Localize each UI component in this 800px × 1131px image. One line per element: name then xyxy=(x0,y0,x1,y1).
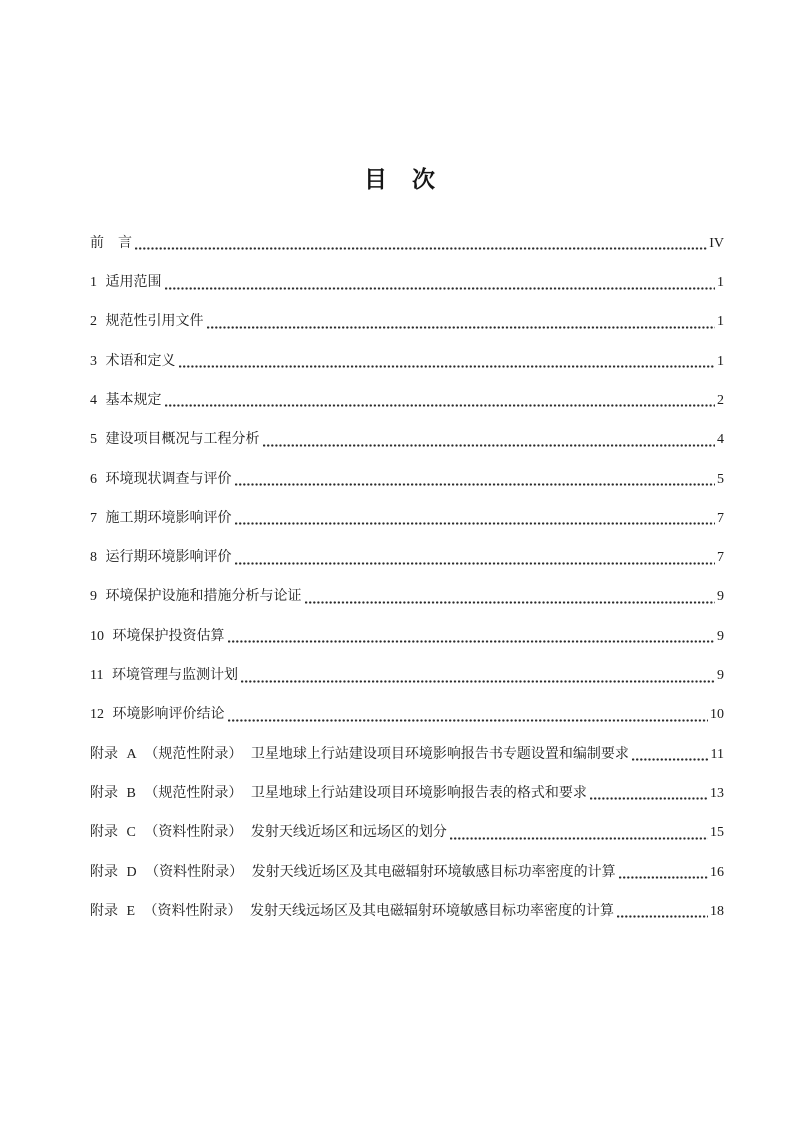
toc-leader-dots xyxy=(263,444,716,447)
toc-leader-dots xyxy=(235,483,716,486)
toc-leader-dots xyxy=(617,915,708,918)
toc-entry-label: 附录 C （资料性附录） 发射天线近场区和远场区的划分 xyxy=(90,825,447,841)
toc-page-number: IV xyxy=(709,235,724,251)
toc-entry-section-5 xyxy=(90,409,724,448)
toc-entry-appendix-b xyxy=(90,763,724,802)
toc-entry-section-1 xyxy=(90,252,724,291)
toc-entry-label: 9 环境保护设施和措施分析与论证 xyxy=(90,589,302,605)
toc-entry-section-11 xyxy=(90,645,724,684)
toc-leader-dots xyxy=(207,326,716,329)
toc-entry-section-4 xyxy=(90,370,724,409)
toc-page-number: 9 xyxy=(717,668,724,684)
toc-entry-section-2 xyxy=(90,292,724,331)
toc-page-number: 10 xyxy=(710,707,724,723)
toc-entry-appendix-d xyxy=(90,842,724,881)
page-title: 目 次 xyxy=(364,166,436,192)
toc-entry-label: 8 运行期环境影响评价 xyxy=(90,550,232,566)
toc-leader-dots xyxy=(241,680,715,683)
toc-entry-appendix-c xyxy=(90,802,724,841)
toc-entry-label: 3 术语和定义 xyxy=(90,353,176,369)
toc-page-number: 4 xyxy=(717,432,724,448)
toc-leader-dots xyxy=(305,601,716,604)
toc-entry-label: 2 规范性引用文件 xyxy=(90,314,204,330)
toc-entry-section-6 xyxy=(90,449,724,488)
toc-page-number: 7 xyxy=(717,510,724,526)
toc-entry-section-9 xyxy=(90,567,724,606)
toc-entry-appendix-a xyxy=(90,724,724,763)
toc-page-number: 15 xyxy=(710,825,724,841)
toc-page-number: 9 xyxy=(717,628,724,644)
toc-entry-section-7 xyxy=(90,488,724,527)
toc-page-number: 5 xyxy=(717,471,724,487)
toc-entry-section-3 xyxy=(90,331,724,370)
toc-entry-label: 7 施工期环境影响评价 xyxy=(90,510,232,526)
toc-leader-dots xyxy=(165,404,716,407)
toc-page-number: 1 xyxy=(717,314,724,330)
toc-entry-section-10 xyxy=(90,606,724,645)
toc-entry-label: 4 基本规定 xyxy=(90,392,162,408)
toc-leader-dots xyxy=(235,522,716,525)
toc-entry-section-12 xyxy=(90,685,724,724)
toc-entry-label: 附录 B （规范性附录） 卫星地球上行站建设项目环境影响报告表的格式和要求 xyxy=(90,785,587,801)
toc-leader-dots xyxy=(235,562,716,565)
toc-page-number: 9 xyxy=(717,589,724,605)
toc-page-number: 18 xyxy=(710,903,724,919)
toc-leader-dots xyxy=(619,876,708,879)
toc-page-number: 16 xyxy=(710,864,724,880)
toc-entry-label: 附录 E （资料性附录） 发射天线远场区及其电磁辐射环境敏感目标功率密度的计算 xyxy=(90,903,615,919)
toc-entry-label: 前 言 xyxy=(90,235,132,251)
toc-page-number: 1 xyxy=(717,275,724,291)
table-of-contents xyxy=(90,213,724,920)
toc-entry-label: 1 适用范围 xyxy=(90,275,162,291)
toc-entry-appendix-e xyxy=(90,881,724,920)
toc-leader-dots xyxy=(165,287,716,290)
toc-entry-label: 5 建设项目概况与工程分析 xyxy=(90,432,260,448)
toc-page-number: 2 xyxy=(717,392,724,408)
toc-leader-dots xyxy=(228,640,716,643)
toc-leader-dots xyxy=(590,797,708,800)
toc-entry-foreword xyxy=(90,213,724,252)
toc-entry-label: 附录 D （资料性附录） 发射天线近场区及其电磁辐射环境敏感目标功率密度的计算 xyxy=(90,864,616,880)
toc-entry-label: 11 环境管理与监测计划 xyxy=(90,668,238,684)
toc-entry-label: 10 环境保护投资估算 xyxy=(90,628,225,644)
toc-leader-dots xyxy=(450,837,708,840)
toc-leader-dots xyxy=(135,247,707,250)
toc-entry-section-8 xyxy=(90,527,724,566)
toc-page-number: 11 xyxy=(710,746,724,762)
toc-entry-label: 6 环境现状调查与评价 xyxy=(90,471,232,487)
toc-page-number: 7 xyxy=(717,550,724,566)
toc-leader-dots xyxy=(179,365,716,368)
toc-entry-label: 附录 A （规范性附录） 卫星地球上行站建设项目环境影响报告书专题设置和编制要求 xyxy=(90,746,629,762)
toc-page-number: 1 xyxy=(717,353,724,369)
toc-leader-dots xyxy=(632,758,709,761)
toc-entry-label: 12 环境影响评价结论 xyxy=(90,707,225,723)
toc-leader-dots xyxy=(228,719,709,722)
toc-page-number: 13 xyxy=(710,785,724,801)
